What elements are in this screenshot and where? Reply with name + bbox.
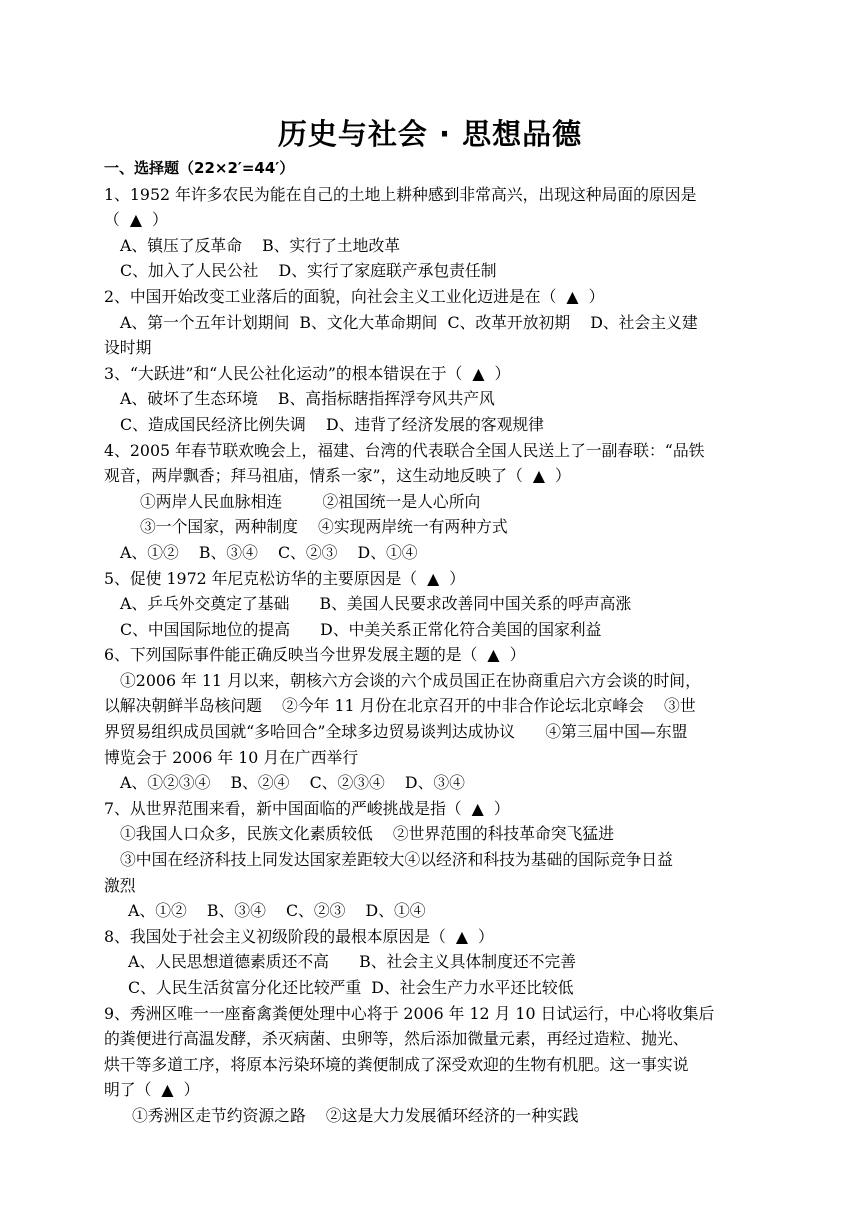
question-6-statement-2: 以解决朝鲜半岛核问题 ②今年 11 月份在北京召开的中非合作论坛北京峰会 ③世 <box>104 696 696 716</box>
question-list <box>104 156 744 1129</box>
question-8-stem: 8、我国处于社会主义初级阶段的最根本原因是（ ▲ ） <box>104 926 494 946</box>
question-2-options: A、第一个五年计划期间 B、文化大革命期间 C、改革开放初期 D、社会主义建 <box>120 312 698 332</box>
question-9-stem: 9、秀洲区唯一一座畜禽粪便处理中心将于 2006 年 12 月 10 日试运行，中心将收集后 <box>104 1003 715 1023</box>
section-heading: 一、选择题（22×2′=44′） <box>104 159 295 177</box>
question-3-options-ab: A、破坏了生态环境 B、高指标瞎指挥浮夸风共产风 <box>120 389 495 409</box>
question-9-stem-cont-2: 烘干等多道工序，将原本污染环境的粪便制成了深受欢迎的生物有机肥。这一事实说 <box>104 1054 689 1074</box>
question-3-options-cd: C、造成国民经济比例失调 D、违背了经济发展的客观规律 <box>120 414 544 434</box>
question-7-statements-12: ①我国人口众多，民族文化素质较低 ②世界范围的科技革命突飞猛进 <box>120 824 614 844</box>
question-9-answer-blank: 明了（ ▲ ） <box>104 1080 200 1100</box>
question-2-options-cont: 设时期 <box>104 338 152 358</box>
question-4-options: A、①② B、③④ C、②③ D、①④ <box>120 542 418 562</box>
question-4-statements-12: ①两岸人民血脉相连 ②祖国统一是人心所向 <box>140 491 481 511</box>
question-6-stem: 6、下列国际事件能正确反映当今世界发展主题的是（ ▲ ） <box>104 645 526 665</box>
question-1-options-ab: A、镇压了反革命 B、实行了土地改革 <box>120 235 401 255</box>
question-7-stem: 7、从世界范围来看，新中国面临的严峻挑战是指（ ▲ ） <box>104 798 510 818</box>
question-4-stem: 4、2005 年春节联欢晚会上，福建、台湾的代表联合全国人民送上了一副春联：“品铁 <box>104 440 705 460</box>
question-7-statements-cont: 激烈 <box>104 875 136 895</box>
question-3-stem: 3、“大跃进”和“人民公社化运动”的根本错误在于（ ▲ ） <box>104 363 511 383</box>
question-6-statement-4: 博览会于 2006 年 10 月在广西举行 <box>104 747 359 767</box>
question-8-options-cd: C、人民生活贫富分化还比较严重 D、社会生产力水平还比较低 <box>128 978 574 997</box>
question-6-options: A、①②③④ B、②④ C、②③④ D、③④ <box>120 773 465 793</box>
question-5-options-ab: A、乒乓外交奠定了基础 B、美国人民要求改善同中国关系的呼声高涨 <box>120 594 632 614</box>
question-9-stem-cont-1: 的粪便进行高温发酵，杀灭病菌、虫卵等，然后添加微量元素，再经过造粒、抛光、 <box>104 1029 689 1049</box>
question-1-stem: 1、1952 年许多农民为能在自己的土地上耕种感到非常高兴，出现这种局面的原因是 <box>104 184 697 204</box>
question-6-statement-1: ①2006 年 11 月以来，朝核六方会谈的六个成员国正在协商重启六方会谈的时间， <box>120 670 701 690</box>
question-1-answer-blank: （ ▲ ） <box>104 210 168 230</box>
question-7-statements-34: ③中国在经济科技上同发达国家差距较大④以经济和科技为基础的国际竞争日益 <box>120 850 673 870</box>
question-5-stem: 5、促使 1972 年尼克松访华的主要原因是（ ▲ ） <box>104 568 466 588</box>
question-6-statement-3: 界贸易组织成员国就“多哈回合”全球多边贸易谈判达成协议 ④第三届中国—东盟 <box>104 722 688 742</box>
page-title: 历史与社会 · 思想品德 <box>277 117 583 151</box>
question-7-options: A、①② B、③④ C、②③ D、①④ <box>128 901 426 921</box>
question-9-statements-12: ①秀洲区走节约资源之路 ②这是大力发展循环经济的一种实践 <box>132 1105 579 1125</box>
question-8-options-ab: A、人民思想道德素质还不高 B、社会主义具体制度还不完善 <box>128 952 577 972</box>
question-4-statements-34: ③一个国家，两种制度 ④实现两岸统一有两种方式 <box>140 517 508 537</box>
question-4-stem-cont: 观音，两岸飘香；拜马祖庙，情系一家”，这生动地反映了（ ▲ ） <box>104 466 571 486</box>
question-2-stem: 2、中国开始改变工业落后的面貌，向社会主义工业化迈进是在（ ▲ ） <box>104 286 605 306</box>
question-1-options-cd: C、加入了人民公社 D、实行了家庭联产承包责任制 <box>120 261 497 281</box>
question-5-options-cd: C、中国国际地位的提高 D、中美关系正常化符合美国的国家利益 <box>120 619 602 639</box>
